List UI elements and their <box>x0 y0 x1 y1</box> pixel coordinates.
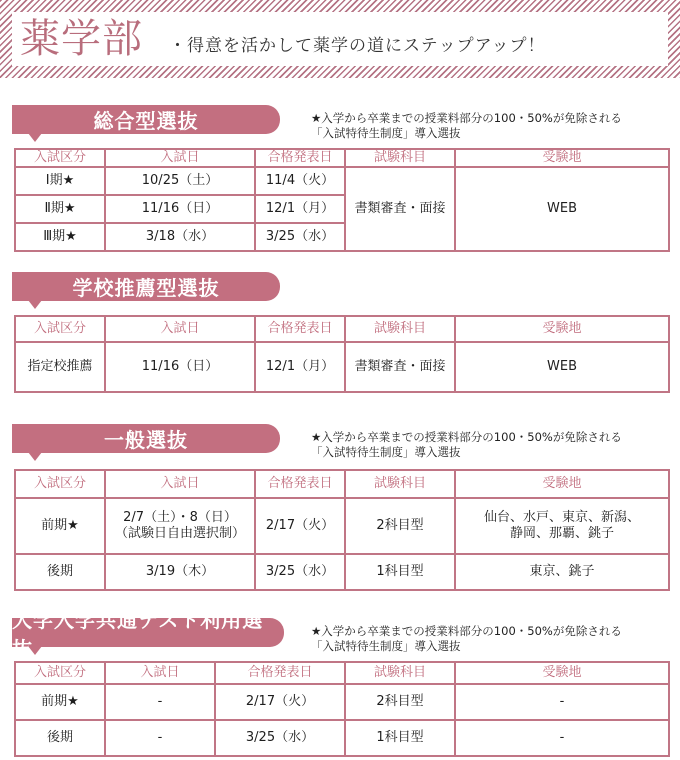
cell-date: - <box>105 684 215 720</box>
cell-location: WEB <box>455 167 669 251</box>
cell-kubun: 後期 <box>15 554 105 590</box>
cell-location-line2: 静岡、那覇、銚子 <box>509 526 614 541</box>
table-header-row <box>15 316 669 342</box>
col-header-kubun: 入試区分 <box>15 316 105 342</box>
cell-date <box>105 498 255 554</box>
cell-location: - <box>455 720 669 756</box>
faculty-title: 薬学部 <box>20 16 143 62</box>
section-title-kyotsu: 大学入学共通テスト利用選抜 <box>12 618 284 647</box>
faculty-tagline: ・得意を活かして薬学の道にステップアップ！ <box>169 35 546 56</box>
col-header-subject: 試験科目 <box>345 316 455 342</box>
table-header-row <box>15 662 669 684</box>
scholarship-note-line1: ★入学から卒業までの授業料部分の100・50%が免除される <box>311 430 622 444</box>
schedule-table-ippan <box>14 469 670 591</box>
cell-location <box>455 498 669 554</box>
cell-subject: 書類審査・面接 <box>345 342 455 392</box>
col-header-location: 受験地 <box>455 662 669 684</box>
cell-result: 11/4（火） <box>255 167 345 195</box>
col-header-subject: 試験科目 <box>345 470 455 498</box>
cell-date: - <box>105 720 215 756</box>
header-panel <box>12 12 668 66</box>
table-row <box>15 498 669 554</box>
cell-kubun: 指定校推薦 <box>15 342 105 392</box>
cell-kubun: 前期★ <box>15 498 105 554</box>
table-row <box>15 720 669 756</box>
col-header-subject: 試験科目 <box>345 662 455 684</box>
tab-pointer <box>28 452 42 461</box>
cell-result: 3/25（水） <box>215 720 345 756</box>
tab-pointer <box>28 300 42 309</box>
cell-date: 10/25（土） <box>105 167 255 195</box>
col-header-location: 受験地 <box>455 149 669 167</box>
scholarship-note <box>311 430 622 460</box>
table-header-row <box>15 149 669 167</box>
tab-pointer <box>28 133 42 142</box>
cell-result: 12/1（月） <box>255 195 345 223</box>
col-header-result: 合格発表日 <box>255 316 345 342</box>
cell-subject: 1科目型 <box>345 720 455 756</box>
cell-date: 3/18（水） <box>105 223 255 251</box>
section-title-suisen: 学校推薦型選抜 <box>12 272 280 301</box>
col-header-subject: 試験科目 <box>345 149 455 167</box>
col-header-location: 受験地 <box>455 316 669 342</box>
cell-kubun: Ⅲ期★ <box>15 223 105 251</box>
col-header-kubun: 入試区分 <box>15 662 105 684</box>
cell-subject: 2科目型 <box>345 684 455 720</box>
cell-date-line1: 2/7（土）・8（日） <box>123 510 237 525</box>
col-header-result: 合格発表日 <box>255 470 345 498</box>
section-title-ippan: 一般選抜 <box>12 424 280 453</box>
scholarship-note-line2: 「入試特待生制度」導入選抜 <box>311 126 461 140</box>
cell-result: 2/17（火） <box>215 684 345 720</box>
cell-subject: 1科目型 <box>345 554 455 590</box>
cell-kubun: 後期 <box>15 720 105 756</box>
table-header-row <box>15 470 669 498</box>
cell-location: - <box>455 684 669 720</box>
tab-pointer <box>28 646 42 655</box>
col-header-date: 入試日 <box>105 149 255 167</box>
col-header-result: 合格発表日 <box>255 149 345 167</box>
cell-result: 2/17（火） <box>255 498 345 554</box>
scholarship-note <box>311 111 622 141</box>
cell-result: 12/1（月） <box>255 342 345 392</box>
page-header <box>0 0 680 78</box>
col-header-date: 入試日 <box>105 470 255 498</box>
cell-location: WEB <box>455 342 669 392</box>
cell-date: 11/16（日） <box>105 195 255 223</box>
cell-date: 3/19（木） <box>105 554 255 590</box>
cell-subject: 書類審査・面接 <box>345 167 455 251</box>
cell-result: 3/25（水） <box>255 554 345 590</box>
table-row <box>15 554 669 590</box>
col-header-kubun: 入試区分 <box>15 470 105 498</box>
cell-kubun: Ⅱ期★ <box>15 195 105 223</box>
cell-result: 3/25（水） <box>255 223 345 251</box>
cell-subject: 2科目型 <box>345 498 455 554</box>
table-row <box>15 684 669 720</box>
table-row <box>15 342 669 392</box>
scholarship-note-line2: 「入試特待生制度」導入選抜 <box>311 639 461 653</box>
schedule-table-sougou <box>14 148 670 252</box>
col-header-kubun: 入試区分 <box>15 149 105 167</box>
cell-location: 東京、銚子 <box>455 554 669 590</box>
scholarship-note-line1: ★入学から卒業までの授業料部分の100・50%が免除される <box>311 624 622 638</box>
section-title-sougou: 総合型選抜 <box>12 105 280 134</box>
table-row <box>15 167 669 195</box>
cell-kubun: 前期★ <box>15 684 105 720</box>
col-header-date: 入試日 <box>105 316 255 342</box>
scholarship-note-line1: ★入学から卒業までの授業料部分の100・50%が免除される <box>311 111 622 125</box>
scholarship-note-line2: 「入試特待生制度」導入選抜 <box>311 445 461 459</box>
cell-date: 11/16（日） <box>105 342 255 392</box>
cell-kubun: Ⅰ期★ <box>15 167 105 195</box>
schedule-table-suisen <box>14 315 670 393</box>
scholarship-note <box>311 624 622 654</box>
cell-date-line2: （試験日自由選択制） <box>114 526 245 541</box>
col-header-result: 合格発表日 <box>215 662 345 684</box>
col-header-date: 入試日 <box>105 662 215 684</box>
schedule-table-kyotsu <box>14 661 670 757</box>
col-header-location: 受験地 <box>455 470 669 498</box>
cell-location-line1: 仙台、水戸、東京、新潟、 <box>483 510 640 525</box>
